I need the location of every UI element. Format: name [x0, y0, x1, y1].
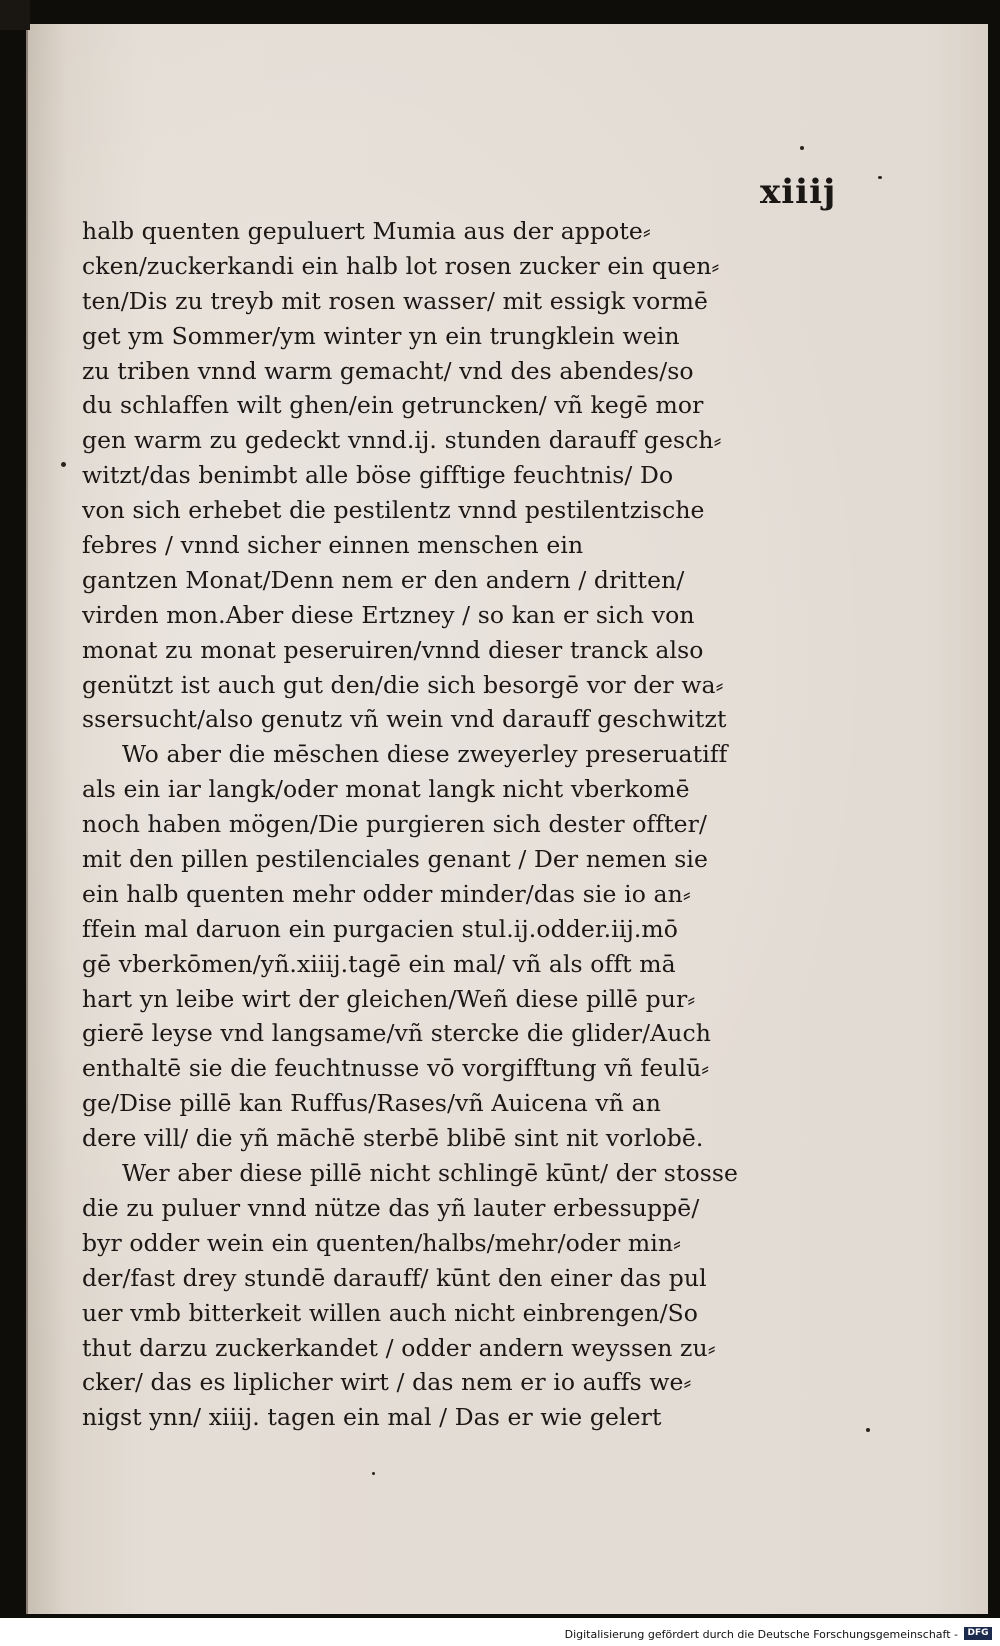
text-line: von sich erhebet die pestilentz vnnd pestilentzische	[82, 496, 705, 525]
text-line: febres / vnnd sicher einnen menschen ein	[82, 531, 584, 560]
text-line: uer vmb bitterkeit willen auch nicht einbrengen/So	[82, 1298, 699, 1327]
page-corner-shadow	[0, 0, 30, 30]
text-line: get ym Sommer/ym winter yn ein trungklein wein	[82, 321, 680, 350]
text-line: monat zu monat peseruiren/vnnd dieser tranck also	[82, 635, 704, 664]
text-line: als ein iar langk/oder monat langk nicht vberkomē	[82, 775, 690, 804]
text-line: enthaltē sie die feuchtnusse vō vorgifftung vñ feulū⸗	[82, 1054, 710, 1083]
text-line: virden mon.Aber diese Ertzney / so kan er sich von	[82, 600, 695, 629]
text-line: der/fast drey stundē darauff/ kūnt den einer das pul	[82, 1263, 707, 1292]
text-line: ein halb quenten mehr odder minder/das sie io an⸗	[82, 879, 691, 908]
footer-credit: Digitalisierung gefördert durch die Deutsche Forschungsgemeinschaft -	[564, 1628, 958, 1641]
text-line: cker/ das es liplicher wirt / das nem er io auffs we⸗	[82, 1368, 692, 1397]
text-line: Wer aber diese pillē nicht schlingē kūnt/ der stosse	[122, 1159, 739, 1188]
ink-speck	[800, 146, 804, 150]
text-line: du schlaffen wilt ghen/ein getruncken/ vñ kegē mor	[82, 391, 704, 420]
text-line: thut darzu zuckerkandet / odder andern weyssen zu⸗	[82, 1333, 716, 1362]
text-line: die zu puluer vnnd nütze das yñ lauter erbessuppē/	[82, 1193, 700, 1222]
text-line: gen warm zu gedeckt vnnd.ij. stunden darauff gesch⸗	[82, 426, 722, 455]
text-line: byr odder wein ein quenten/halbs/mehr/oder min⸗	[82, 1228, 682, 1257]
text-line: gē vberkōmen/yñ.xiiij.tagē ein mal/ vñ als offt mā	[82, 949, 676, 978]
ink-speck	[878, 176, 882, 179]
main-text-block	[82, 214, 834, 1435]
text-line: noch haben mögen/Die purgieren sich dester offter/	[82, 810, 707, 839]
text-line: nigst ynn/ xiiij. tagen ein mal / Das er wie gelert	[82, 1403, 662, 1432]
text-line: zu triben vnnd warm gemacht/ vnd des abendes/so	[82, 356, 694, 385]
text-line: mit den pillen pestilenciales genant / Der nemen sie	[82, 845, 709, 874]
text-line: Wo aber die mēschen diese zweyerley preseruatiff	[122, 740, 728, 769]
text-line: ffein mal daruon ein purgacien stul.ij.odder.iij.mō	[82, 914, 679, 943]
text-line: dere vill/ die yñ māchē sterbē blibē sint nit vorlobē.	[82, 1124, 704, 1153]
text-line: gantzen Monat/Denn nem er den andern / dritten/	[82, 565, 685, 594]
text-line: ten/Dis zu treyb mit rosen wasser/ mit essigk vormē	[82, 286, 709, 315]
text-line: gierē leyse vnd langsame/vñ stercke die glider/Auch	[82, 1019, 711, 1048]
text-line: witzt/das benimbt alle böse gifftige feuchtnis/ Do	[82, 461, 674, 490]
dfg-logo: DFG	[964, 1627, 992, 1640]
text-line: cken/zuckerkandi ein halb lot rosen zucker ein quen⸗	[82, 251, 720, 280]
text-line: ge/Dise pillē kan Ruffus/Rases/vñ Auicena vñ an	[82, 1089, 661, 1118]
folio-number: xiiij	[760, 172, 837, 212]
text-line: ssersucht/also genutz vñ wein vnd darauff geschwitzt	[82, 705, 727, 734]
ink-speck	[866, 1428, 870, 1432]
text-line: halb quenten gepuluert Mumia aus der appote⸗	[82, 217, 651, 245]
ink-speck	[372, 1472, 375, 1475]
text-line: genützt ist auch gut den/die sich besorgē vor der wa⸗	[82, 670, 724, 699]
ink-speck	[61, 462, 66, 467]
text-line: hart yn leibe wirt der gleichen/Weñ diese pillē pur⸗	[82, 984, 696, 1013]
